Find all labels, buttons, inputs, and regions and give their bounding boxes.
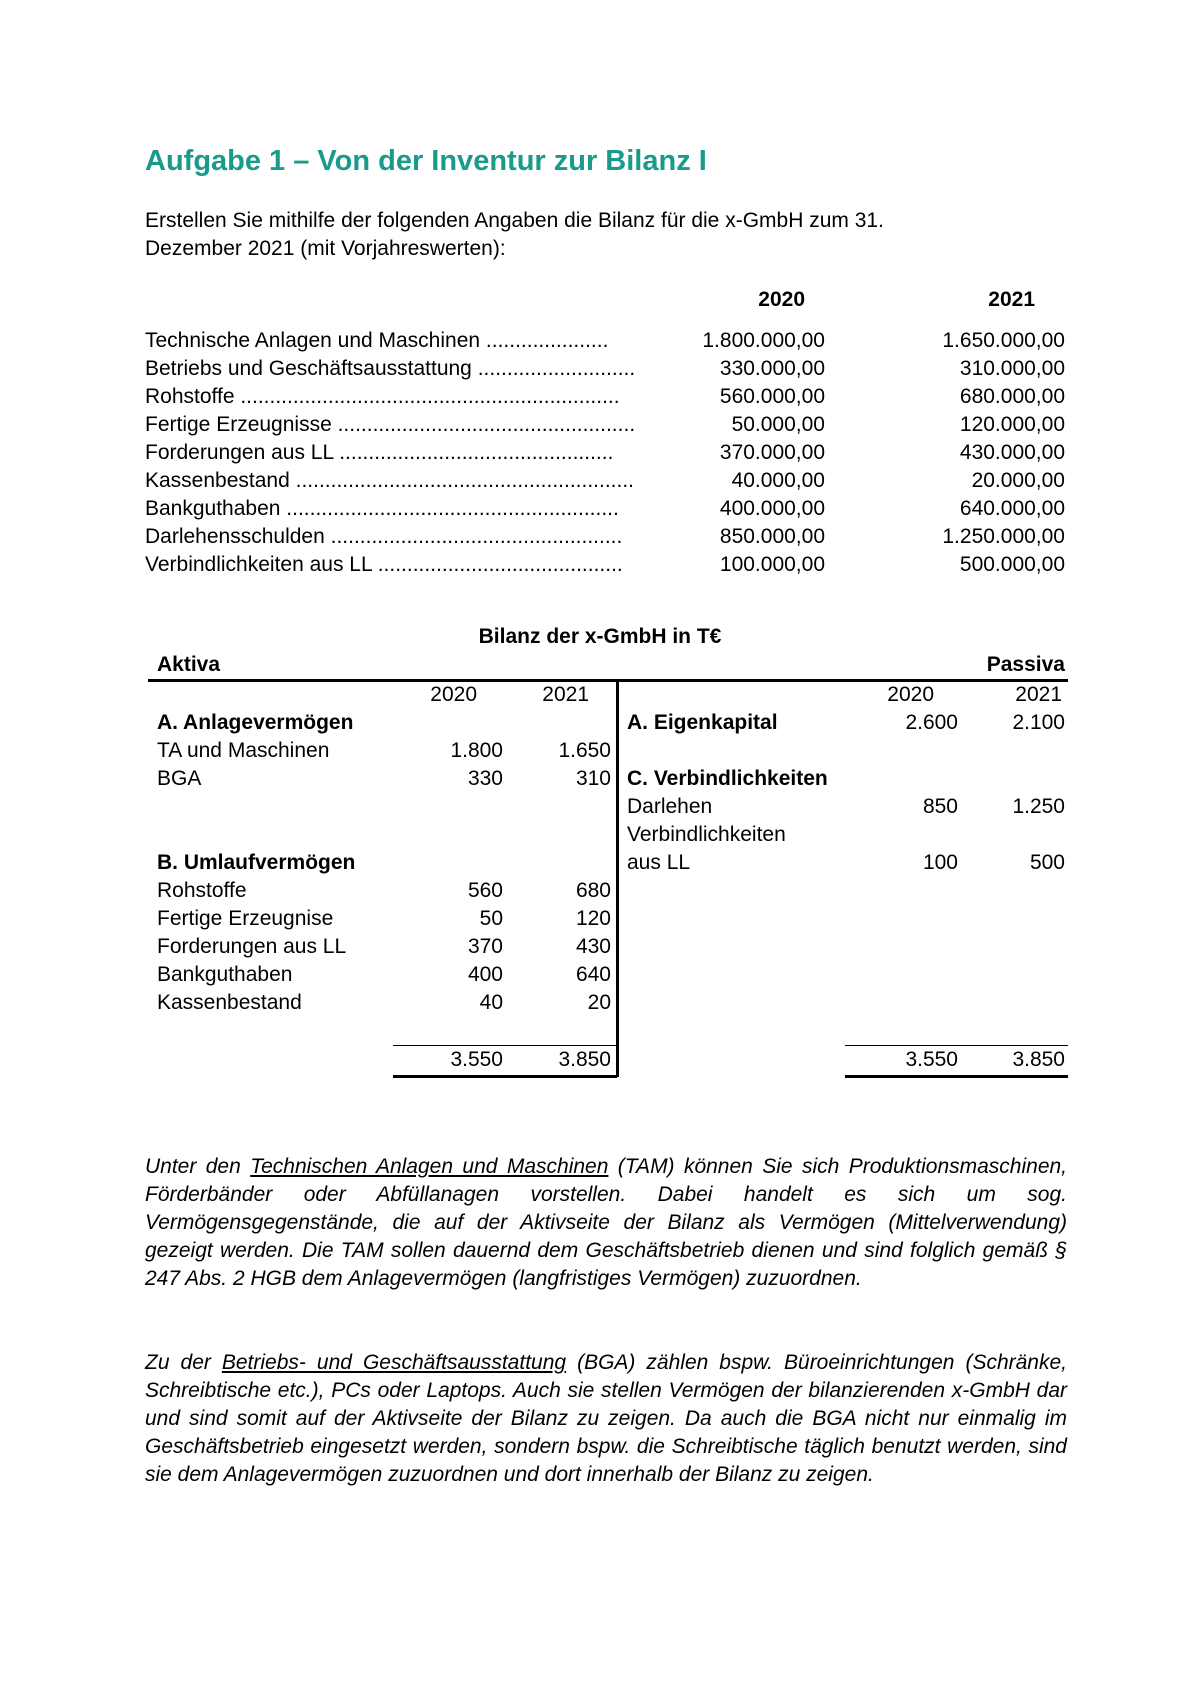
aktiva-total-rule-top <box>393 1045 617 1046</box>
paragraph-bga-term: Betriebs- und Geschäftsausstattung <box>221 1351 567 1374</box>
aktiva-bga-label: BGA <box>157 767 202 790</box>
passiva-verb-label-2: aus LL <box>627 851 691 874</box>
inventory-row-value-2020: 400.000,00 <box>719 497 825 520</box>
inventory-row-label: Betriebs und Geschäftsausstattung ........................... <box>145 357 636 380</box>
inventory-row-label: Fertige Erzeugnisse ................................................... <box>145 413 636 436</box>
balance-center-rule <box>616 681 619 1077</box>
inventory-row-value-2020: 330.000,00 <box>719 357 825 380</box>
passiva-ek-2020: 2.600 <box>905 711 958 734</box>
passiva-verb-label-1: Verbindlichkeiten <box>627 823 786 846</box>
balance-top-rule <box>148 679 1068 682</box>
passiva-total-2021: 3.850 <box>1012 1048 1065 1071</box>
aktiva-bga-2021: 310 <box>575 767 611 790</box>
aktiva-total-rule-bottom <box>393 1075 617 1078</box>
paragraph-bga <box>145 1349 1067 1489</box>
aktiva-roh-2021: 680 <box>575 879 611 902</box>
aktiva-kasse-2021: 20 <box>587 991 611 1014</box>
passiva-section-a: A. Eigenkapital <box>627 711 778 734</box>
page-title: Aufgabe 1 – Von der Inventur zur Bilanz I <box>145 145 707 177</box>
aktiva-label: Aktiva <box>157 653 221 676</box>
inventory-row-label: Technische Anlagen und Maschinen ..................... <box>145 329 609 352</box>
aktiva-roh-label: Rohstoffe <box>157 879 247 902</box>
inventory-row-value-2021: 430.000,00 <box>959 441 1065 464</box>
inventory-row-value-2021: 310.000,00 <box>959 357 1065 380</box>
inventory-row-label: Darlehensschulden .................................................. <box>145 525 623 548</box>
intro-line-1: Erstellen Sie mithilfe der folgenden Angaben die Bilanz für die x-GmbH zum 31. <box>145 209 884 232</box>
inventory-row <box>145 469 1065 497</box>
passiva-section-c: C. Verbindlichkeiten <box>627 767 828 790</box>
inventory-row-label: Kassenbestand .......................................................... <box>145 469 635 492</box>
inventory-row <box>145 385 1065 413</box>
inventory-header-2021: 2021 <box>988 288 1035 311</box>
aktiva-ford-label: Forderungen aus LL <box>157 935 347 958</box>
aktiva-year-2020: 2020 <box>430 683 477 706</box>
passiva-verb-2021: 500 <box>1029 851 1065 874</box>
aktiva-ta-2021: 1.650 <box>558 739 611 762</box>
aktiva-kasse-label: Kassenbestand <box>157 991 302 1014</box>
aktiva-ta-2020: 1.800 <box>450 739 503 762</box>
aktiva-ford-2021: 430 <box>575 935 611 958</box>
inventory-row <box>145 357 1065 385</box>
inventory-row-value-2021: 1.650.000,00 <box>942 329 1065 352</box>
paragraph-tam-body: (TAM) können Sie sich Produktionsmaschinen, Förderbänder oder Abfüllanagen vorstellen. Dabei handelt es sich um sog. Vermögensgegenstände, die auf der Aktivseite der Bilanz als Vermögen (Mittelverwendung) gezeigt werden. Die TAM sollen dauernd dem Geschäftsbetrieb dienen und sind folglich gemäß § 247 Abs. 2 HGB dem Anlagevermögen (langfristiges Vermögen) zuzuordnen. <box>145 1155 1068 1290</box>
aktiva-bank-label: Bankguthaben <box>157 963 293 986</box>
paragraph-tam-intro: Unter den <box>145 1155 251 1178</box>
inventory-row-value-2020: 1.800.000,00 <box>702 329 825 352</box>
aktiva-year-2021: 2021 <box>542 683 589 706</box>
inventory-row-value-2020: 100.000,00 <box>719 553 825 576</box>
aktiva-total-2020: 3.550 <box>450 1048 503 1071</box>
aktiva-kasse-2020: 40 <box>479 991 503 1014</box>
inventory-row <box>145 329 1065 357</box>
aktiva-ta-label: TA und Maschinen <box>157 739 330 762</box>
passiva-total-rule-bottom <box>845 1075 1068 1078</box>
inventory-row-value-2021: 20.000,00 <box>971 469 1065 492</box>
aktiva-fe-label: Fertige Erzeugnise <box>157 907 334 930</box>
paragraph-tam <box>145 1153 1067 1293</box>
paragraph-tam-term: Technischen Anlagen und Maschinen <box>250 1155 609 1178</box>
inventory-row-value-2021: 120.000,00 <box>959 413 1065 436</box>
passiva-year-2020: 2020 <box>887 683 934 706</box>
passiva-total-rule-top <box>845 1045 1068 1046</box>
aktiva-bga-2020: 330 <box>467 767 503 790</box>
passiva-darl-2020: 850 <box>922 795 958 818</box>
passiva-year-2021: 2021 <box>1015 683 1062 706</box>
passiva-verb-2020: 100 <box>922 851 958 874</box>
inventory-header-2020: 2020 <box>758 288 805 311</box>
aktiva-section-b: B. Umlaufvermögen <box>157 851 356 874</box>
inventory-row <box>145 413 1065 441</box>
inventory-row <box>145 441 1065 469</box>
passiva-label: Passiva <box>986 653 1065 676</box>
passiva-darl-2021: 1.250 <box>1012 795 1065 818</box>
inventory-row-label: Verbindlichkeiten aus LL .......................................... <box>145 553 623 576</box>
inventory-row-value-2021: 640.000,00 <box>959 497 1065 520</box>
aktiva-section-a: A. Anlagevermögen <box>157 711 354 734</box>
aktiva-bank-2020: 400 <box>467 963 503 986</box>
aktiva-ford-2020: 370 <box>467 935 503 958</box>
passiva-ek-2021: 2.100 <box>1012 711 1065 734</box>
passiva-total-2020: 3.550 <box>905 1048 958 1071</box>
inventory-row-value-2021: 1.250.000,00 <box>942 525 1065 548</box>
aktiva-fe-2021: 120 <box>575 907 611 930</box>
inventory-row-value-2020: 370.000,00 <box>719 441 825 464</box>
aktiva-roh-2020: 560 <box>467 879 503 902</box>
inventory-row-label: Rohstoffe ................................................................. <box>145 385 620 408</box>
inventory-row <box>145 497 1065 525</box>
inventory-row-value-2021: 680.000,00 <box>959 385 1065 408</box>
passiva-darl-label: Darlehen <box>627 795 713 818</box>
inventory-row-label: Bankguthaben ......................................................... <box>145 497 619 520</box>
inventory-row-value-2020: 40.000,00 <box>731 469 825 492</box>
inventory-row <box>145 525 1065 553</box>
aktiva-total-2021: 3.850 <box>558 1048 611 1071</box>
aktiva-bank-2021: 640 <box>575 963 611 986</box>
inventory-row-label: Forderungen aus LL ............................................... <box>145 441 614 464</box>
inventory-row-value-2020: 850.000,00 <box>719 525 825 548</box>
inventory-row <box>145 553 1065 581</box>
inventory-row-value-2020: 560.000,00 <box>719 385 825 408</box>
inventory-row-value-2020: 50.000,00 <box>731 413 825 436</box>
paragraph-bga-intro: Zu der <box>145 1351 222 1374</box>
aktiva-fe-2020: 50 <box>479 907 503 930</box>
paragraph-bga-body: (BGA) zählen bspw. Büroeinrichtungen (Schränke, Schreibtische etc.), PCs oder Laptops. Auch sie stellen Vermögen der bilanzierenden x-GmbH dar und sind somit auf der Aktivseite der Bilanz zu zeigen. Da auch die BGA nicht nur einmalig im Geschäftsbetrieb eingesetzt werden, sondern bspw. die Schreibtische täglich benutzt werden, sind sie dem Anlagevermögen zuzuordnen und dort innerhalb der Bilanz zu zeigen. <box>145 1351 1068 1486</box>
intro-line-2: Dezember 2021 (mit Vorjahreswerten): <box>145 237 506 260</box>
balance-title: Bilanz der x-GmbH in T€ <box>478 625 722 648</box>
inventory-row-value-2021: 500.000,00 <box>959 553 1065 576</box>
